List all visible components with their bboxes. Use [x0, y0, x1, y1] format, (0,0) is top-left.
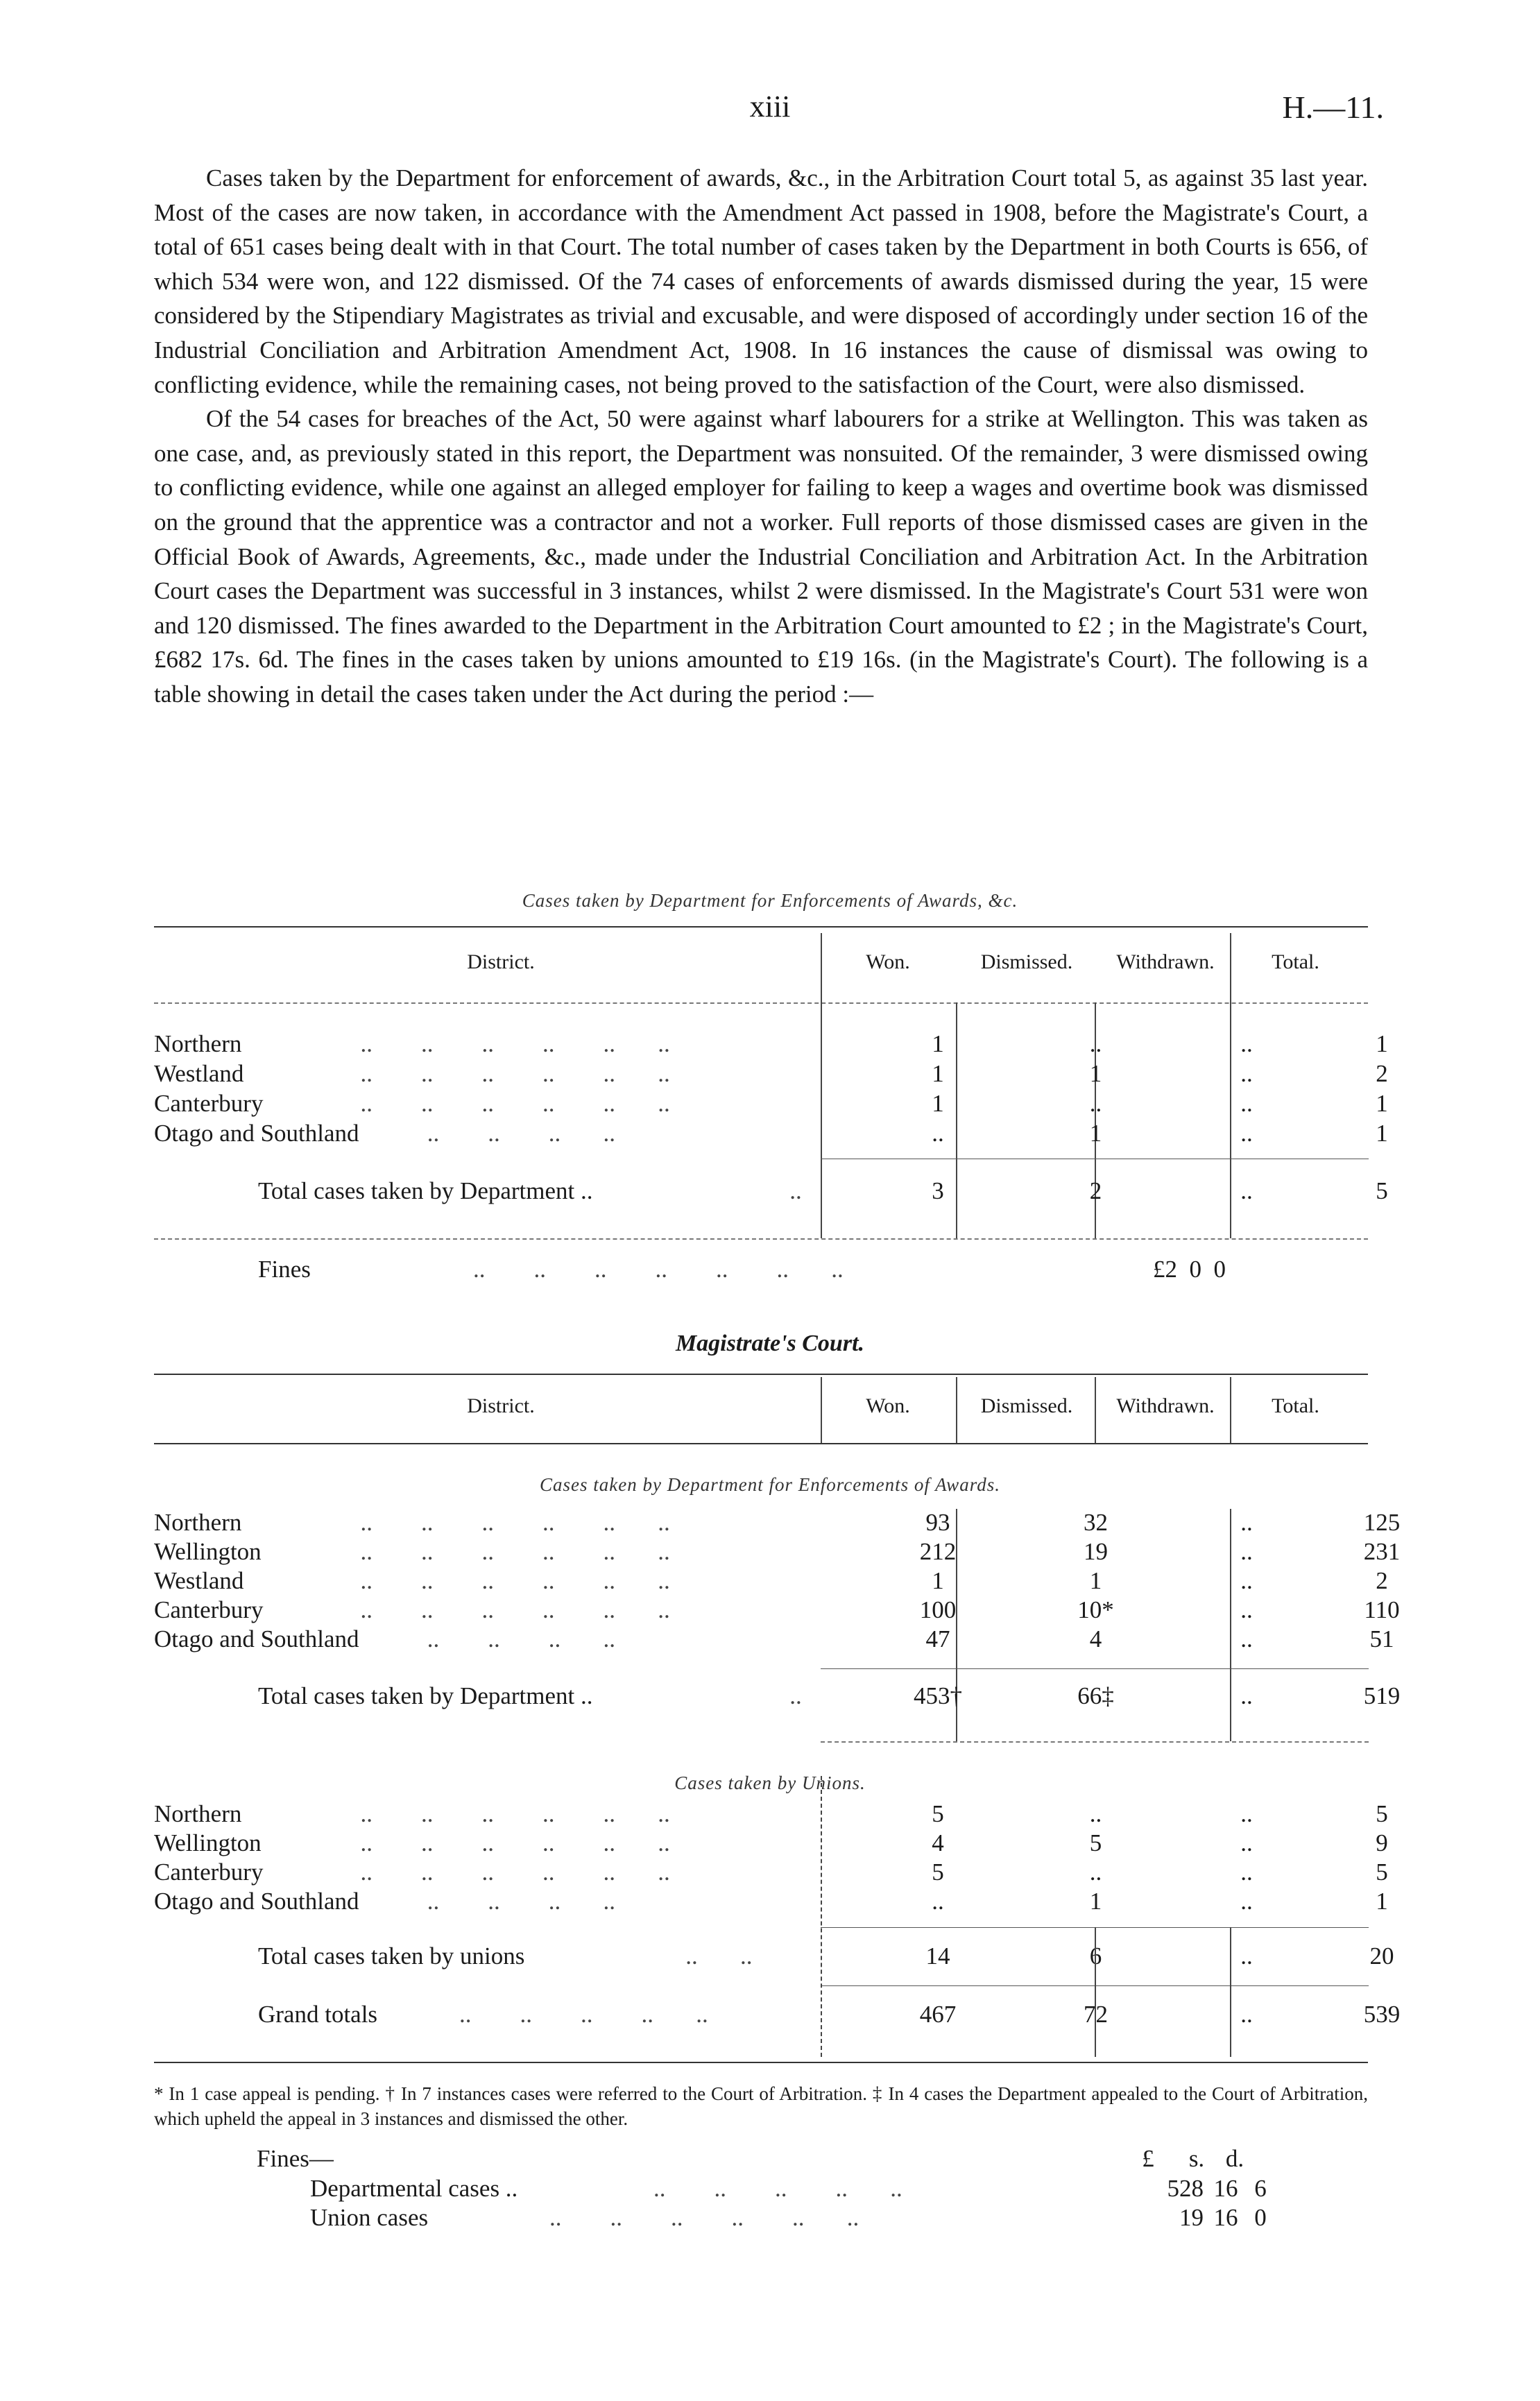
fines-col-pence: d. [1225, 2145, 1244, 2172]
dept-cases-caption: Cases taken by Department for Enforcements of Awards. [540, 1474, 1000, 1495]
dept-row: Wellington .. .. .. .. .. .. 212 19 .. 231 [154, 1538, 1401, 1565]
union-row: Northern .. .. .. .. .. .. 5 .. .. 5 [154, 1800, 1388, 1827]
dept-subtotal-rule [821, 1668, 1369, 1669]
table2-header-won: Won. [866, 1394, 910, 1417]
grand-total-row: Grand totals .. .. .. .. .. 467 72 .. 539 [258, 2001, 1401, 2028]
table1-header-district: District. [467, 950, 535, 973]
table2-header-dismissed: Dismissed. [980, 1394, 1073, 1417]
table1-top-rule [154, 926, 1368, 928]
dept-bottom-rule [821, 1741, 1369, 1743]
body-text [154, 161, 1368, 712]
union-total-row: Total cases taken by unions .. .. 14 6 .. 20 [258, 1942, 1394, 1969]
fines-col-pounds: £ [1142, 2145, 1154, 2172]
table1-bottom-rule [154, 1238, 1368, 1240]
fines-col-shillings: s. [1188, 2145, 1205, 2172]
table1-row: Westland .. .. .. .. .. .. 1 1 .. 2 [154, 1060, 1388, 1087]
fines-item: Departmental cases .. .. .. .. .. .. 528 16 6 [310, 2175, 1267, 2202]
table1-fines-row: Fines .. .. .. .. .. .. .. £2 0 0 [258, 1256, 1226, 1283]
table2-col-divider [956, 1377, 957, 1443]
page-number: xiii [749, 89, 791, 123]
table2-header-district: District. [467, 1394, 535, 1417]
table2-col-divider [1230, 1927, 1231, 2057]
fines-summary-label: Fines— [257, 2145, 334, 2172]
table1-header-rule [154, 1002, 1368, 1004]
table1-header-dismissed: Dismissed. [980, 950, 1073, 973]
table2-col-divider [821, 1377, 822, 1443]
table1-caption: Cases taken by Department for Enforcements of Awards, &c. [522, 890, 1018, 911]
table2-col-divider [1230, 1377, 1231, 1443]
union-row: Canterbury .. .. .. .. .. .. 5 .. .. 5 [154, 1859, 1388, 1886]
table2-header-rule [154, 1443, 1368, 1444]
dept-row: Otago and Southland .. .. .. .. 47 4 .. 51 [154, 1625, 1394, 1652]
union-row: Wellington .. .. .. .. .. .. 4 5 .. 9 [154, 1829, 1388, 1856]
union-row: Otago and Southland .. .. .. .. .. 1 .. 1 [154, 1888, 1388, 1915]
dept-row: Canterbury .. .. .. .. .. .. 100 10* .. 110 [154, 1596, 1400, 1623]
table1-total-row: Total cases taken by Department .. .. 3 2 .. 5 [258, 1177, 1388, 1204]
table2-header-withdrawn: Withdrawn. [1116, 1394, 1215, 1417]
fines-item: Union cases .. .. .. .. .. .. 19 16 0 [310, 2204, 1267, 2231]
table2-header-total: Total. [1272, 1394, 1319, 1417]
table1-header-withdrawn: Withdrawn. [1116, 950, 1215, 973]
magistrates-court-title: Magistrate's Court. [675, 1331, 865, 1356]
table2-col-divider [1095, 1377, 1096, 1443]
dept-row: Westland .. .. .. .. .. .. 1 1 .. 2 [154, 1567, 1388, 1594]
table1-row: Northern .. .. .. .. .. .. 1 .. .. 1 [154, 1030, 1388, 1057]
table2-top-rule [154, 1374, 1368, 1375]
union-cases-caption: Cases taken by Unions. [674, 1772, 866, 1793]
footnotes: * In 1 case appeal is pending. † In 7 instances cases were referred to the Court of Arbitration. ‡ In 4 cases the Department appealed to the Court of Arbitration, which upheld the appeal in 3 instances and dismissed the other. [154, 2083, 1368, 2129]
dept-row: Northern .. .. .. .. .. .. 93 32 .. 125 [154, 1509, 1401, 1536]
paragraph-2: Of the 54 cases for breaches of the Act, 50 were against wharf labourers for a strike at Wellington. This was taken as one case, and, as previously stated in this report, the Department was nonsuited. Of the remainder, 3 were dismissed owing to conflicting evidence, while one against an alleged employer for failing to keep a wages and overtime book was dismissed on the ground that the apprentice was a contractor and not a worker. Full reports of those dismissed cases are given in the Official Book of Awards, Agreements, &c., made under the Industrial Conciliation and Arbitration Act. In the Arbitration Court cases the Department was successful in 3 instances, whilst 2 were dismissed. In the Magistrate's Court 531 were won and 120 dismissed. The fines awarded to the Department in the Arbitration Court amounted to £2 ; in the Magistrate's Court, £682 17s. 6d. The fines in the cases taken by unions amounted to £19 16s. (in the Magistrate's Court). The following is a table showing in detail the cases taken under the Act during the period :— [154, 405, 1368, 708]
table1-row: Canterbury .. .. .. .. .. .. 1 .. .. 1 [154, 1090, 1388, 1117]
paragraph-1: Cases taken by the Department for enforcement of awards, &c., in the Arbitration Court total 5, as against 35 last year. Most of the cases are now taken, in accordance with the Amendment Act passed in 1908, before the Magistrate's Court, a total of 651 cases being dealt with in that Court. The total number of cases taken by the Department in both Courts is 656, of which 534 were won, and 122 dismissed. Of the 74 cases of enforcements of awards dismissed during the year, 15 were considered by the Stipendiary Magistrates as trivial and excusable, and were disposed of accordingly under section 16 of the Industrial Conciliation and Arbitration Amendment Act, 1908. In 16 instances the cause of dismissal was owing to conflicting evidence, while the remaining cases, not being proved to the satisfaction of the Court, were also dismissed. [154, 164, 1368, 398]
table2-col-divider [1095, 1927, 1096, 2057]
table2-col-divider [821, 1776, 822, 2057]
table1-header-won: Won. [866, 950, 910, 973]
table2-bottom-rule [154, 2062, 1368, 2063]
table1-header-total: Total. [1272, 950, 1319, 973]
dept-total-row: Total cases taken by Department .. .. 453† 66‡ .. 519 [258, 1682, 1401, 1709]
table1-row: Otago and Southland .. .. .. .. .. 1 .. 1 [154, 1120, 1388, 1147]
document-reference: H.—11. [1282, 89, 1384, 125]
